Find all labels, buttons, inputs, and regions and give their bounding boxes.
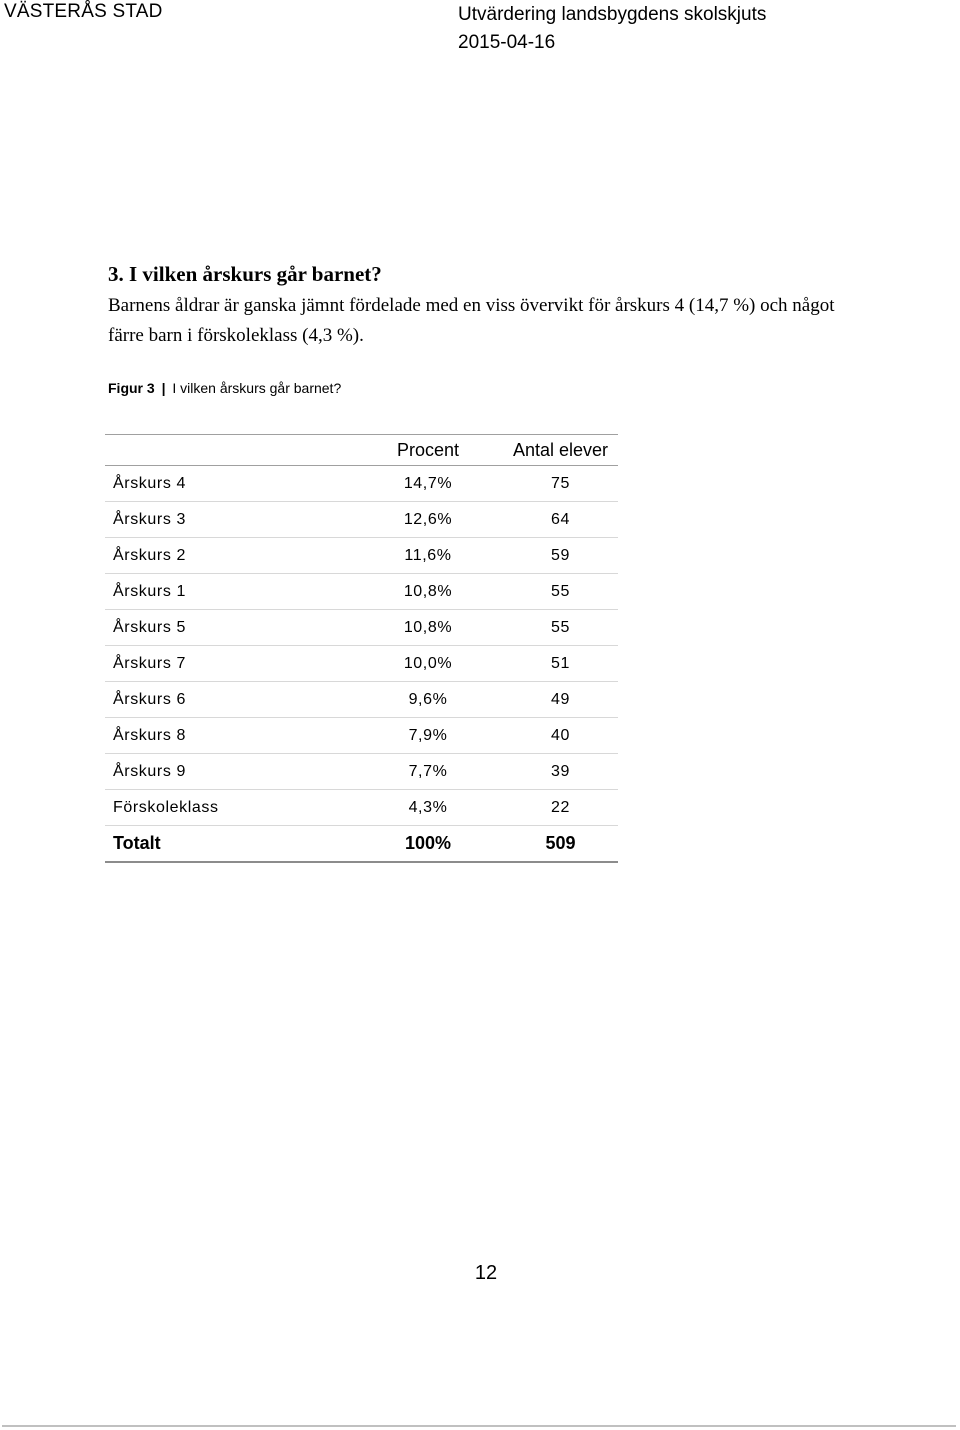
table-row <box>105 502 618 538</box>
total-percent: 100% <box>353 826 503 863</box>
section-heading: 3. I vilken årskurs går barnet? <box>108 262 382 286</box>
figure-caption <box>108 380 341 396</box>
page-number: 12 <box>474 1262 498 1284</box>
row-category: Årskurs 1 <box>105 574 353 610</box>
row-category: Årskurs 3 <box>105 502 353 538</box>
table-row <box>105 682 618 718</box>
column-header-category <box>105 435 353 466</box>
table-header-row <box>105 435 618 466</box>
row-category: Förskoleklass <box>105 790 353 826</box>
row-count: 40 <box>503 718 618 754</box>
grade-distribution-table <box>105 434 618 863</box>
row-percent: 10,0% <box>353 646 503 682</box>
column-header-percent: Procent <box>353 435 503 466</box>
figure-label: Figur 3 <box>108 380 155 396</box>
table-total-row <box>105 826 618 863</box>
column-header-count: Antal elever <box>503 435 618 466</box>
section-paragraph: Barnens åldrar är ganska jämnt fördelade med en viss övervikt för årskurs 4 (14,7 %) och något färre barn i förskoleklass (4,3 %). <box>108 295 835 346</box>
header-document-title: Utvärdering landsbygdens skolskjuts <box>458 4 767 25</box>
row-count: 22 <box>503 790 618 826</box>
figure-title: I vilken årskurs går barnet? <box>172 380 342 396</box>
row-category: Årskurs 8 <box>105 718 353 754</box>
table-row <box>105 466 618 502</box>
table-row <box>105 538 618 574</box>
row-category: Årskurs 5 <box>105 610 353 646</box>
row-count: 55 <box>503 574 618 610</box>
row-count: 51 <box>503 646 618 682</box>
row-percent: 10,8% <box>353 574 503 610</box>
header-organization: VÄSTERÅS STAD <box>4 1 163 22</box>
header-document-info <box>458 1 766 57</box>
row-percent: 9,6% <box>353 682 503 718</box>
row-count: 49 <box>503 682 618 718</box>
total-count: 509 <box>503 826 618 863</box>
row-percent: 14,7% <box>353 466 503 502</box>
figure-separator: | <box>161 380 166 396</box>
row-category: Årskurs 4 <box>105 466 353 502</box>
total-label: Totalt <box>105 826 353 863</box>
row-count: 39 <box>503 754 618 790</box>
row-category: Årskurs 6 <box>105 682 353 718</box>
row-category: Årskurs 7 <box>105 646 353 682</box>
header-document-date: 2015-04-16 <box>458 32 556 53</box>
footer-divider <box>2 1425 956 1427</box>
row-count: 64 <box>503 502 618 538</box>
table-row <box>105 754 618 790</box>
table-row <box>105 646 618 682</box>
table-row <box>105 574 618 610</box>
table-row <box>105 610 618 646</box>
row-category: Årskurs 2 <box>105 538 353 574</box>
row-category: Årskurs 9 <box>105 754 353 790</box>
row-percent: 10,8% <box>353 610 503 646</box>
row-percent: 12,6% <box>353 502 503 538</box>
row-percent: 4,3% <box>353 790 503 826</box>
row-count: 55 <box>503 610 618 646</box>
row-percent: 11,6% <box>353 538 503 574</box>
row-percent: 7,7% <box>353 754 503 790</box>
row-percent: 7,9% <box>353 718 503 754</box>
row-count: 59 <box>503 538 618 574</box>
table-row <box>105 718 618 754</box>
row-count: 75 <box>503 466 618 502</box>
table-row <box>105 790 618 826</box>
